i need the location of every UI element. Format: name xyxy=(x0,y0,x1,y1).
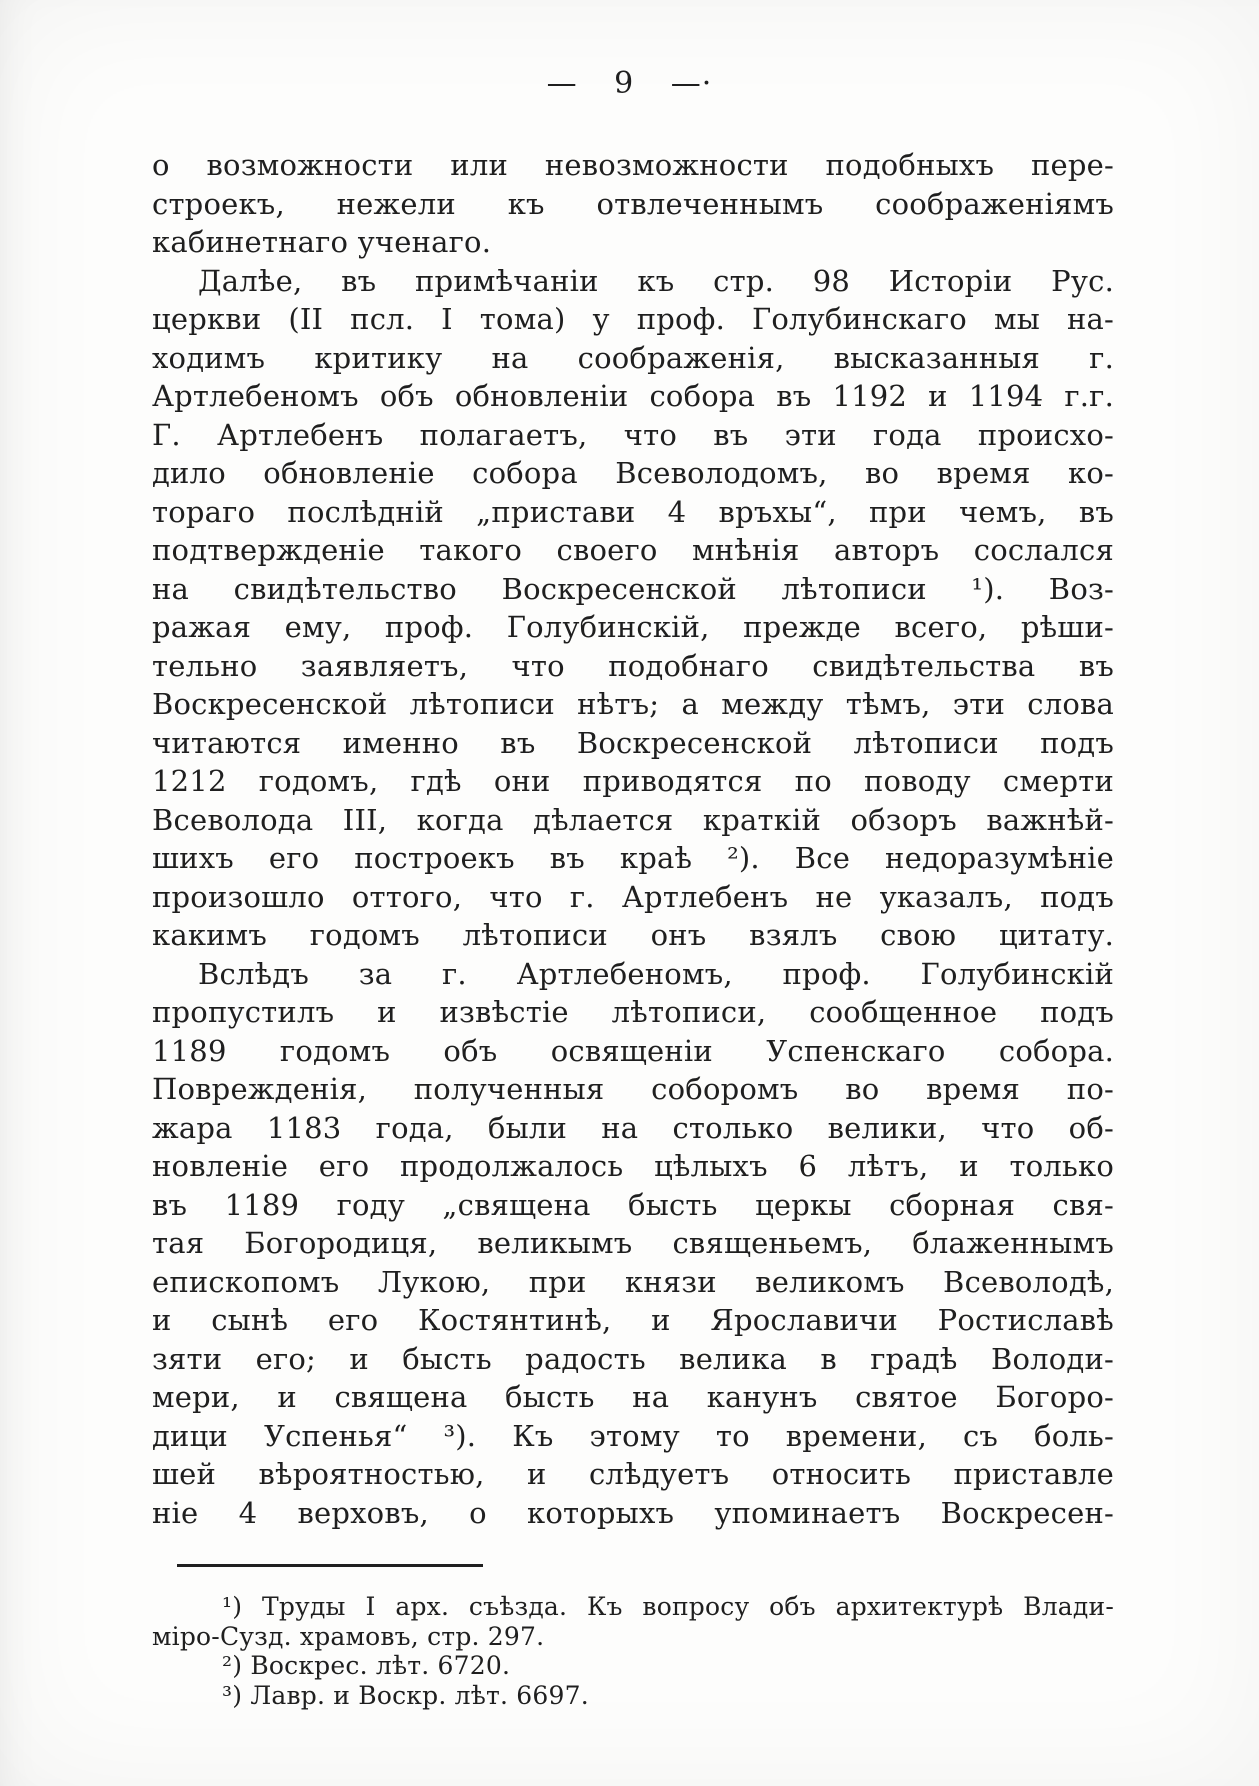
text-line: тораго послѣдній „пристави 4 връхы“, при чемъ, въ xyxy=(152,494,1114,529)
text-line: произошло оттого, что г. Артлебенъ не указалъ, подъ xyxy=(152,879,1114,914)
footnote-line: ²) Воскрес. лѣт. 6720. xyxy=(222,1651,511,1680)
text-line: Артлебеномъ объ обновленіи собора въ 1192 и 1194 г.г. xyxy=(152,379,1114,413)
text-line: въ 1189 году „священа бысть церкы сборная свя- xyxy=(152,1187,1114,1222)
text-line: на свидѣтельство Воскресенской лѣтописи ¹). Воз- xyxy=(152,571,1114,606)
text-line: церкви (II псл. I тома) у проф. Голубинскаго мы на- xyxy=(152,302,1114,336)
text-line: пропустилъ и извѣстіе лѣтописи, сообщенное подъ xyxy=(152,995,1114,1029)
text-line: шей вѣроятностью, и слѣдуетъ относить приставле xyxy=(152,1457,1114,1491)
page-body-text xyxy=(152,146,1114,1532)
text-line: ходимъ критику на соображенія, высказанныя г. xyxy=(152,340,1114,375)
footnote-line: міро-Сузд. храмовъ, стр. 297. xyxy=(152,1621,545,1651)
text-line: Всеволода III, когда дѣлается краткій обзоръ важнѣй- xyxy=(152,802,1114,837)
text-line: Поврежденія, полученныя соборомъ во время по- xyxy=(152,1072,1114,1106)
text-line: кабинетнаго ученаго. xyxy=(152,225,492,259)
text-line: 1189 годомъ объ освященіи Успенскаго собора. xyxy=(152,1033,1114,1068)
text-line: читаются именно въ Воскресенской лѣтописи подъ xyxy=(152,725,1114,760)
text-line: и сынѣ его Костянтинѣ, и Ярославичи Ростиславѣ xyxy=(152,1303,1114,1337)
text-line: ражая ему, проф. Голубинскій, прежде всего, рѣши- xyxy=(152,610,1114,644)
text-line: Вслѣдъ за г. Артлебеномъ, проф. Голубинскій xyxy=(198,956,1114,991)
text-line: шихъ его построекъ въ краѣ ²). Все недоразумѣніе xyxy=(152,841,1114,875)
footnote-line: ³) Лавр. и Воскр. лѣт. 6697. xyxy=(222,1680,589,1710)
footnote-separator xyxy=(177,1564,483,1567)
text-line: подтвержденіе такого своего мнѣнія авторъ сослался xyxy=(152,533,1114,567)
text-line: Воскресенской лѣтописи нѣтъ; а между тѣмъ, эти слова xyxy=(152,687,1114,721)
text-line: какимъ годомъ лѣтописи онъ взялъ свою цитату. xyxy=(152,918,1114,952)
text-line: жара 1183 года, были на столько велики, что об- xyxy=(152,1110,1114,1145)
text-line: тельно заявляетъ, что подобнаго свидѣтельства въ xyxy=(152,648,1114,683)
text-line: епископомъ Лукою, при князи великомъ Всеволодѣ, xyxy=(152,1264,1114,1299)
page-number: — 9 —· xyxy=(546,66,713,101)
text-line: 1212 годомъ, гдѣ они приводятся по поводу смерти xyxy=(152,764,1114,798)
text-line: дици Успенья“ ³). Къ этому то времени, съ боль- xyxy=(152,1418,1114,1453)
text-line: дило обновленіе собора Всеволодомъ, во время ко- xyxy=(152,456,1114,490)
text-line: мери, и священа бысть на канунъ святое Богоро- xyxy=(152,1380,1114,1414)
text-line: новленіе его продолжалось цѣлыхъ 6 лѣтъ, и только xyxy=(152,1149,1114,1183)
text-line: зяти его; и бысть радость велика в градѣ Володи- xyxy=(152,1341,1114,1376)
footnotes xyxy=(152,1592,1114,1710)
text-line: о возможности или невозможности подобныхъ пере- xyxy=(152,148,1114,182)
text-line: Далѣе, въ примѣчаніи къ стр. 98 Исторіи Рус. xyxy=(198,263,1114,298)
text-line: ніе 4 верховъ, о которыхъ упоминаетъ Воскресен- xyxy=(152,1495,1114,1530)
text-line: тая Богородиця, великымъ священьемъ, блаженнымъ xyxy=(152,1226,1114,1260)
text-line: Г. Артлебенъ полагаетъ, что въ эти года происхо- xyxy=(152,417,1114,452)
footnote-line: ¹) Труды I арх. съѣзда. Къ вопросу объ архитектурѣ Влади- xyxy=(222,1592,1114,1621)
text-line: строекъ, нежели къ отвлеченнымъ соображеніямъ xyxy=(152,186,1114,221)
